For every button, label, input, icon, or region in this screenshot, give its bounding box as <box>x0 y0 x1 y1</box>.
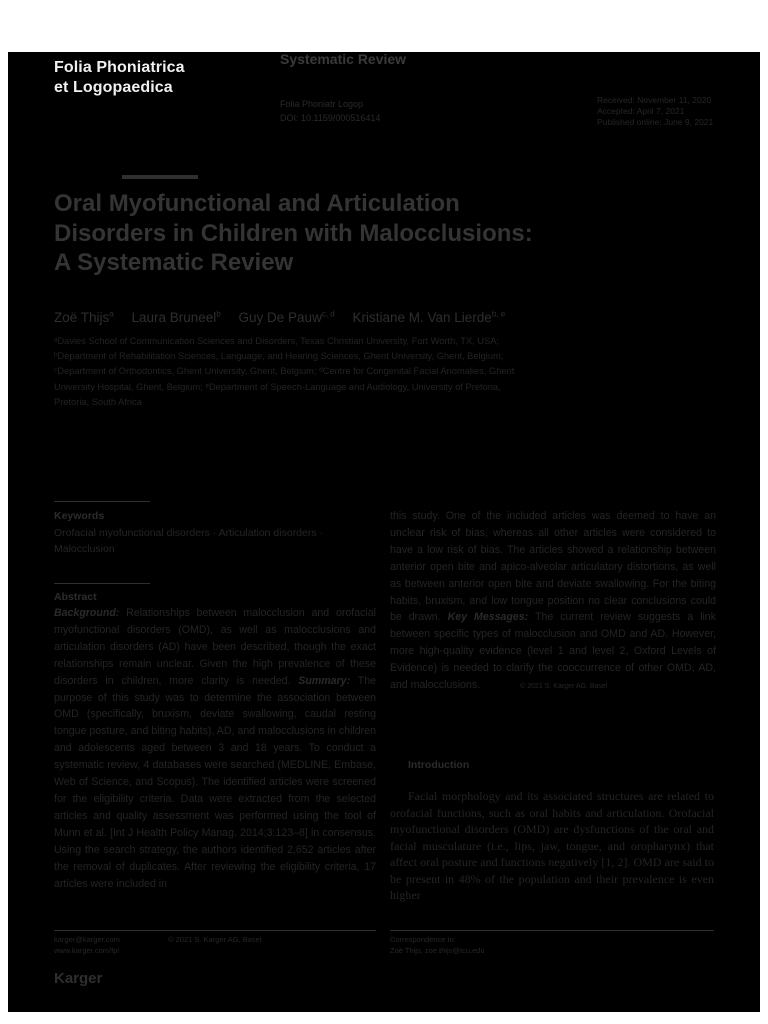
footer-correspondence <box>390 934 485 956</box>
correspondence-text[interactable]: Zoë Thijs, zoe.thijs@tcu.edu <box>390 946 485 955</box>
article-page <box>8 52 760 1012</box>
correspondence-label: Correspondence to: <box>390 935 456 944</box>
author <box>54 310 114 325</box>
author <box>132 310 221 325</box>
abstract-heading: Abstract <box>54 591 97 603</box>
journal-name-line2: et Logopaedica <box>54 79 173 96</box>
footer-copyright: © 2021 S. Karger AG, Basel <box>168 935 262 944</box>
affiliation-line: ᵃDavies School of Communication Sciences and Disorders, Texas Christian University, Fort Worth, TX, USA; <box>54 336 500 346</box>
title-line-3: A Systematic Review <box>54 249 294 276</box>
introduction-text: Facial morphology and its associated structures are related to orofacial functions, such as oral habits and articulation. Orofacial myofunctional disorders (OMD) are dysfunctions of the oral and facial musculature (i.e., lips, jaw, tongue, and oropharynx) that affect oral posture and functions negatively [1, 2]. OMD are said to be present in 48% of the population and their prevalence is even higher <box>390 789 714 902</box>
author-name: Laura Bruneel <box>131 309 217 325</box>
key-messages-label: Key Messages: <box>440 611 529 624</box>
author-name: Guy De Pauw <box>238 309 322 325</box>
title-line-1: Oral Myofunctional and Articulation <box>54 190 460 217</box>
author-name: Kristiane M. Van Lierde <box>352 309 492 325</box>
author-affil-mark: b <box>216 309 221 318</box>
article-title <box>54 189 694 278</box>
journal-name <box>54 58 185 98</box>
footer-website[interactable]: www.karger.com/fpl <box>54 946 120 955</box>
background-label: Background: <box>54 607 120 619</box>
footer-contact <box>54 934 120 956</box>
abstract-body <box>54 605 376 892</box>
author-affil-mark: b, e <box>491 309 506 318</box>
continued-text: this study. One of the included articles was deemed to have an unclear risk of bias, whereas all other articles were considered to have a low risk of bias. The articles showed a relationship between anterior open bite and apico-alveolar articulatory distortions, as well as between anterior open bite and deviate swallowing. For the biting habits, bruxism, and low tongue position no clear conclusions could be drawn. <box>390 510 716 624</box>
affiliation-line: Pretoria, South Africa <box>54 396 142 407</box>
affiliation-line: University Hospital, Ghent, Belgium; ᵉDepartment of Speech-Language and Audiology, University of Pretoria, <box>54 381 501 392</box>
author <box>353 310 506 325</box>
affiliations <box>54 334 574 410</box>
summary-label: Summary: <box>290 674 351 687</box>
doi: DOI: 10.1159/000516414 <box>280 113 381 123</box>
journal-name-line1: Folia Phoniatrica <box>54 59 185 76</box>
introduction-heading: Introduction <box>408 759 470 771</box>
received-date: Received: November 11, 2020 <box>597 95 712 105</box>
affiliation-line: ᶜDepartment of Orthodontics, Ghent University, Ghent, Belgium; ᵈCentre for Congenital Facial Anomalies, Ghent <box>54 366 515 377</box>
footer-rule-right <box>390 930 714 931</box>
article-type: Systematic Review <box>280 52 407 67</box>
abstract-rule <box>54 583 150 584</box>
affiliation-line: ᵇDepartment of Rehabilitation Sciences, Language, and Hearing Sciences, Ghent University, Ghent, Belgium; <box>54 351 504 362</box>
keywords-text: Orofacial myofunctional disorders · Articulation disorders · Malocclusion <box>54 527 324 555</box>
author <box>239 310 335 325</box>
author-name: Zoë Thijs <box>54 309 110 325</box>
citation-block <box>280 97 380 125</box>
journal-abbrev: Folia Phoniatr Logop <box>280 99 364 109</box>
karger-logo: Karger <box>54 970 103 987</box>
publication-dates <box>597 95 713 128</box>
author-list <box>54 309 519 325</box>
footer-rule-left <box>54 930 376 931</box>
abstract-continued <box>390 508 716 696</box>
footer-email[interactable]: karger@karger.com <box>54 935 120 944</box>
key-messages-text: The current review suggests a link between specific types of malocclusion and OMD and AD. However, more high-quality evidence (level 1 and level 2, Oxford Levels of Evidence) is needed to clarify the cooccurrence of other OMD, AD, and malocclusions. <box>390 611 716 692</box>
author-affil-mark: c, d <box>321 309 335 318</box>
published-date: Published online: June 9, 2021 <box>597 117 714 127</box>
summary-text: The purpose of this study was to determine the association between OMD (specifically, bruxism, deviate swallowing, caudal resting tongue posture, and biting habits), AD, and malocclusions in children and adolescents aged between 3 and 18 years. To conduct a systematic review, 4 databases were searched (MEDLINE, Embase, Web of Science, and Scopus). The identified articles were screened for the eligibility criteria. Data were extracted from the selected articles and quality assessment was performed using the tool of Munn et al. [Int J Health Policy Manag. 2014;3:123–8] in consensus. Using the search strategy, the authors identified 2,652 articles after the removal of duplicates. After reviewing the eligibility criteria, 17 articles were included in <box>54 674 376 890</box>
author-affil-mark: a <box>109 309 114 318</box>
abstract-copyright: © 2021 S. Karger AG, Basel <box>520 683 608 691</box>
background-text: Relationships between malocclusion and orofacial myofunctional disorders (OMD), as well as malocclusions and articulation disorders (AD) have been described, though the exact relationships remain unclear. Given the high prevalence of these disorders in children, more clarity is needed. <box>54 607 376 687</box>
title-line-2: Disorders in Children with Malocclusions: <box>54 219 533 247</box>
keywords-rule <box>54 501 150 502</box>
accepted-date: Accepted: April 7, 2021 <box>597 106 685 116</box>
title-rule <box>122 175 198 179</box>
keywords-heading: Keywords <box>54 510 105 522</box>
